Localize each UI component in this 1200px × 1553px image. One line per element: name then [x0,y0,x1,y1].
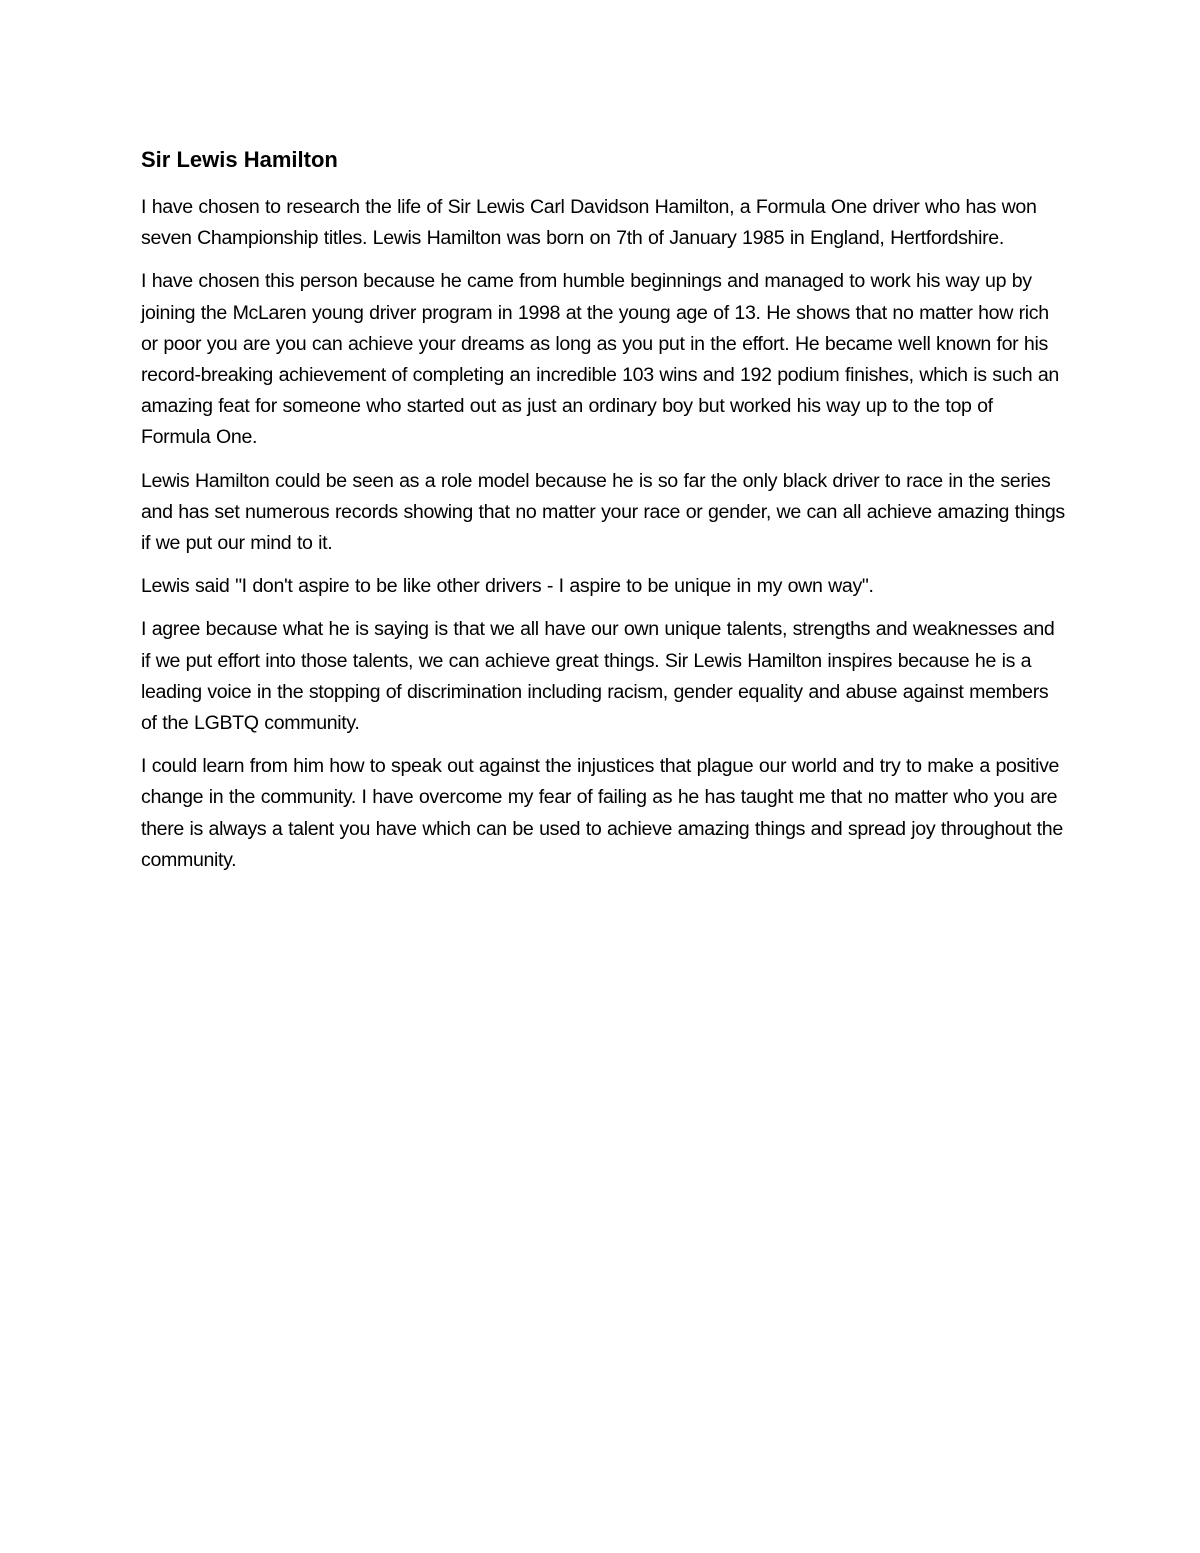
paragraph-reason-chosen: I have chosen this person because he came from humble beginnings and managed to work his way up by joining the McLaren young driver program in 1998 at the young age of 13. He shows that no matter how rich or poor you are you can achieve your dreams as long as you put in the effort. He became well known for his record-breaking achievement of completing an incredible 103 wins and 192 podium finishes, which is such an amazing feat for someone who started out as just an ordinary boy but worked his way up to the top of Formula One. [141,270,1059,449]
document-title: Sir Lewis Hamilton [141,147,338,172]
paragraph-role-model: Lewis Hamilton could be seen as a role model because he is so far the only black driver to race in the series and has set numerous records showing that no matter your race or gender, we can all achieve amazing things if we put our mind to it. [141,469,1065,555]
document-body [141,144,1066,888]
paragraph-lessons: I could learn from him how to speak out against the injustices that plague our world and try to make a positive change in the community. I have overcome my fear of failing as he has taught me that no matter who you are there is always a talent you have which can be used to achieve amazing things and spread joy throughout the community. [141,755,1063,871]
paragraph-quote: Lewis said "I don't aspire to be like other drivers - I aspire to be unique in my own way". [141,575,874,598]
paragraph-agreement: I agree because what he is saying is that we all have our own unique talents, strengths and weaknesses and if we put effort into those talents, we can achieve great things. Sir Lewis Hamilton inspires because he is a leading voice in the stopping of discrimination including racism, gender equality and abuse against members of the LGBTQ community. [141,618,1055,735]
paragraph-introduction: I have chosen to research the life of Sir Lewis Carl Davidson Hamilton, a Formula One driver who has won seven Championship titles. Lewis Hamilton was born on 7th of January 1985 in England, Hertfordshire. [141,196,1037,250]
